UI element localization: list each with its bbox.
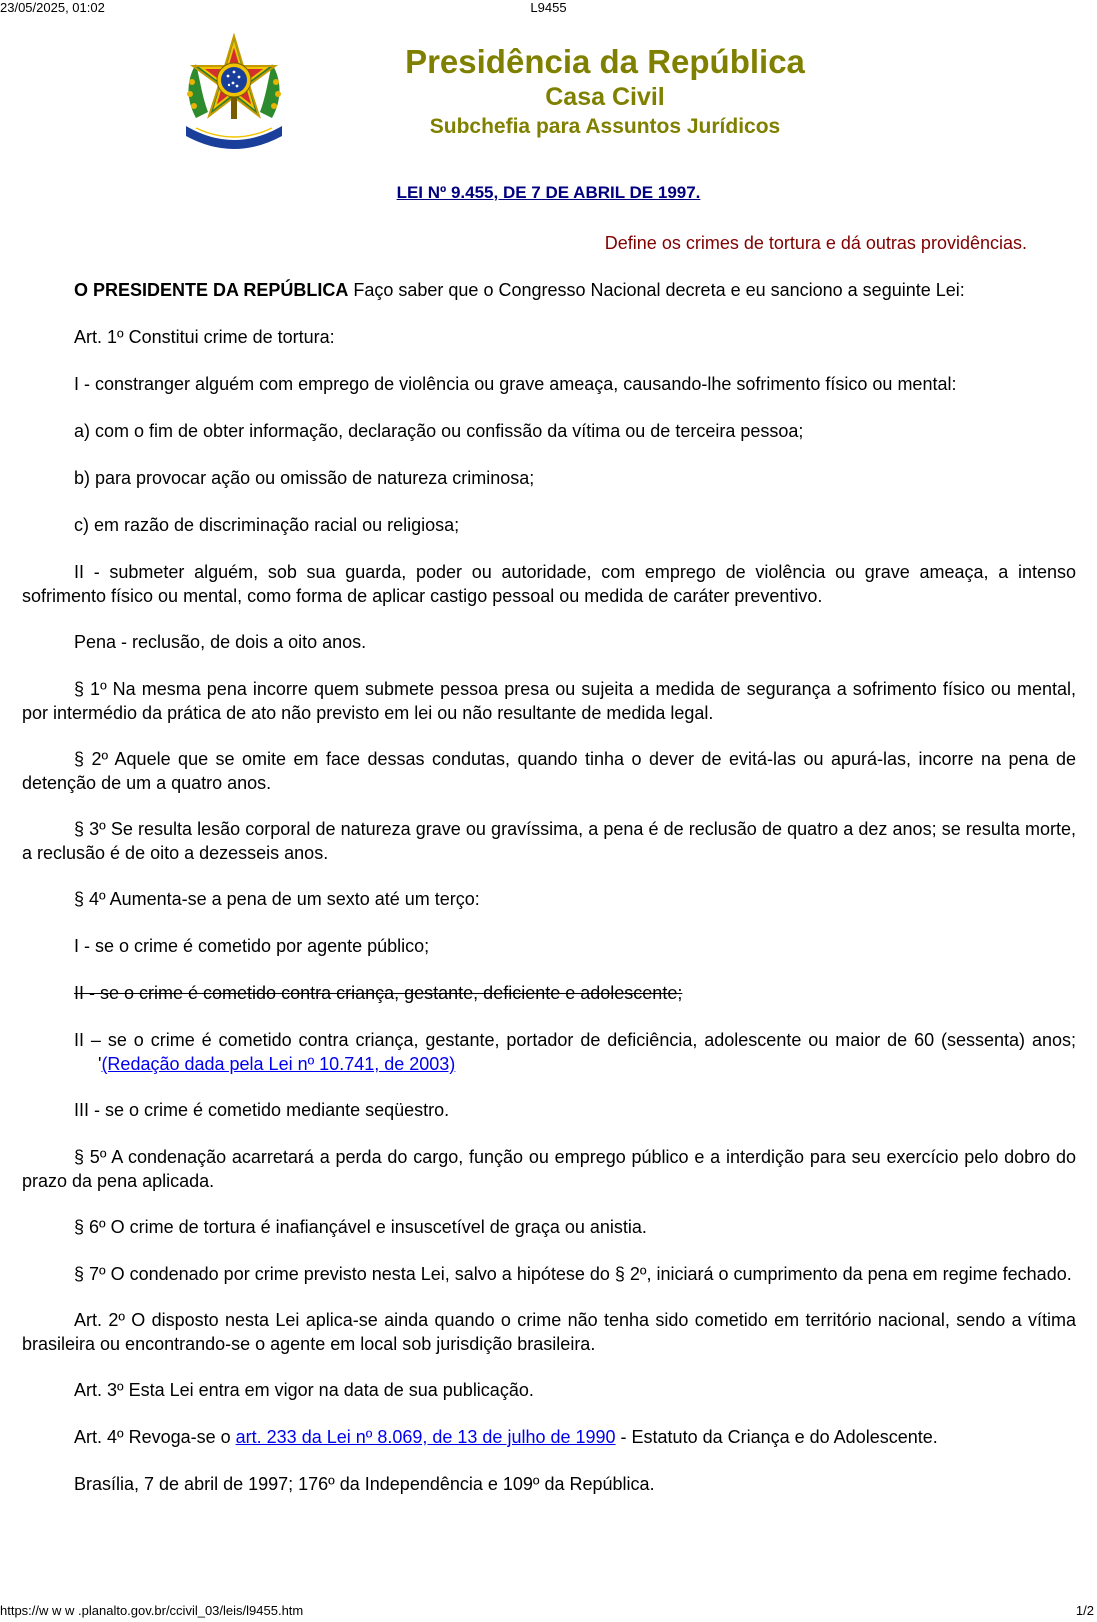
paragraph-art4 [22, 1425, 1076, 1449]
amended-text: II – se o crime é cometido contra criança, gestante, portador de deficiência, adolescente ou maior de 60 (sessenta) anos; [74, 1030, 1076, 1050]
paragraph-par4-i: I - se o crime é cometido por agente público; [74, 936, 430, 956]
print-header [0, 0, 1097, 18]
preamble [22, 278, 1076, 302]
paragraph-par4-ii-revoked [22, 981, 1076, 1005]
preamble-bold: O PRESIDENTE DA REPÚBLICA [74, 280, 349, 300]
law-title-link[interactable]: LEI Nº 9.455, DE 7 DE ABRIL DE 1997. [396, 183, 701, 202]
paragraph-alinea-c: c) em razão de discriminação racial ou religiosa; [74, 515, 460, 535]
amendment-link[interactable]: (Redação dada pela Lei nº 10.741, de 2003) [101, 1054, 456, 1074]
paragraph-par6: § 6º O crime de tortura é inafiançável e insuscetível de graça ou anistia. [74, 1217, 647, 1237]
revoked-text: II - se o crime é cometido contra criança, gestante, deficiente e adolescente; [74, 983, 683, 1003]
paragraph-art2: Art. 2º O disposto nesta Lei aplica-se ainda quando o crime não tenha sido cometido em território nacional, sendo a vítima brasileira ou encontrando-se o agente em local sob jurisdição brasileira. [22, 1310, 1076, 1354]
paragraph-alinea-a: a) com o fim de obter informação, declaração ou confissão da vítima ou de terceira pessoa; [74, 421, 804, 441]
paragraph-par1: § 1º Na mesma pena incorre quem submete pessoa presa ou sujeita a medida de segurança a sofrimento físico ou mental, por intermédio da prática de ato não previsto em lei ou não resultante de medida legal. [22, 679, 1076, 723]
paragraph-par4: § 4º Aumenta-se a pena de um sexto até um terço: [74, 889, 480, 909]
paragraph-inciso-ii: II - submeter alguém, sob sua guarda, poder ou autoridade, com emprego de violência ou grave ameaça, a intenso sofrimento físico ou mental, como forma de aplicar castigo pessoal ou medida de caráter preventivo. [22, 562, 1076, 606]
paragraph-par4-ii-amended [22, 1028, 1076, 1076]
paragraph-closing: Brasília, 7 de abril de 1997; 176º da Independência e 109º da República. [74, 1474, 655, 1494]
law-title [0, 183, 1097, 203]
paragraph-par4-iii: III - se o crime é cometido mediante seqüestro. [74, 1100, 450, 1120]
paragraph-par5: § 5º A condenação acarretará a perda do cargo, função ou emprego público e a interdição para seu exercício pelo dobro do prazo da pena aplicada. [22, 1147, 1076, 1191]
art4-prefix: Art. 4º Revoga-se o [74, 1427, 236, 1447]
heading-presidencia: Presidência da República [405, 43, 805, 80]
heading [360, 42, 850, 142]
eca-link[interactable]: art. 233 da Lei nº 8.069, de 13 de julho de 1990 [235, 1427, 616, 1447]
paragraph-alinea-b: b) para provocar ação ou omissão de natureza criminosa; [74, 468, 535, 488]
print-doc-title: L9455 [530, 0, 567, 15]
paragraph-par7: § 7º O condenado por crime previsto nesta Lei, salvo a hipótese do § 2º, iniciará o cumprimento da pena em regime fechado. [74, 1264, 1072, 1284]
paragraph-inciso-i: I - constranger alguém com emprego de violência ou grave ameaça, causando-lhe sofrimento físico ou mental: [74, 374, 957, 394]
print-page-number: 1/2 [1075, 1603, 1094, 1618]
print-datetime: 23/05/2025, 01:02 [0, 0, 105, 15]
paragraph-par2: § 2º Aquele que se omite em face dessas condutas, quando tinha o dever de evitá-las ou apurá-las, incorre na pena de detenção de um a quatro anos. [22, 749, 1076, 793]
ementa: Define os crimes de tortura e dá outras providências. [604, 233, 1027, 253]
brazil-coat-of-arms-icon [178, 30, 290, 156]
paragraph-par3: § 3º Se resulta lesão corporal de natureza grave ou gravíssima, a pena é de reclusão de quatro a dez anos; se resulta morte, a reclusão é de oito a dezesseis anos. [22, 819, 1076, 863]
preamble-text: Faço saber que o Congresso Nacional decreta e eu sanciono a seguinte Lei: [348, 280, 965, 300]
amended-quote: ' [98, 1054, 102, 1074]
paragraph-art1: Art. 1º Constitui crime de tortura: [74, 327, 335, 347]
heading-casa-civil: Casa Civil [545, 83, 665, 111]
paragraph-pena: Pena - reclusão, de dois a oito anos. [74, 632, 367, 652]
law-body [22, 278, 1076, 1519]
heading-subchefia: Subchefia para Assuntos Jurídicos [429, 115, 781, 138]
paragraph-art3: Art. 3º Esta Lei entra em vigor na data de sua publicação. [74, 1380, 534, 1400]
print-url: https://w w w .planalto.gov.br/ccivil_03/leis/l9455.htm [0, 1603, 304, 1618]
art4-suffix: - Estatuto da Criança e do Adolescente. [615, 1427, 938, 1447]
